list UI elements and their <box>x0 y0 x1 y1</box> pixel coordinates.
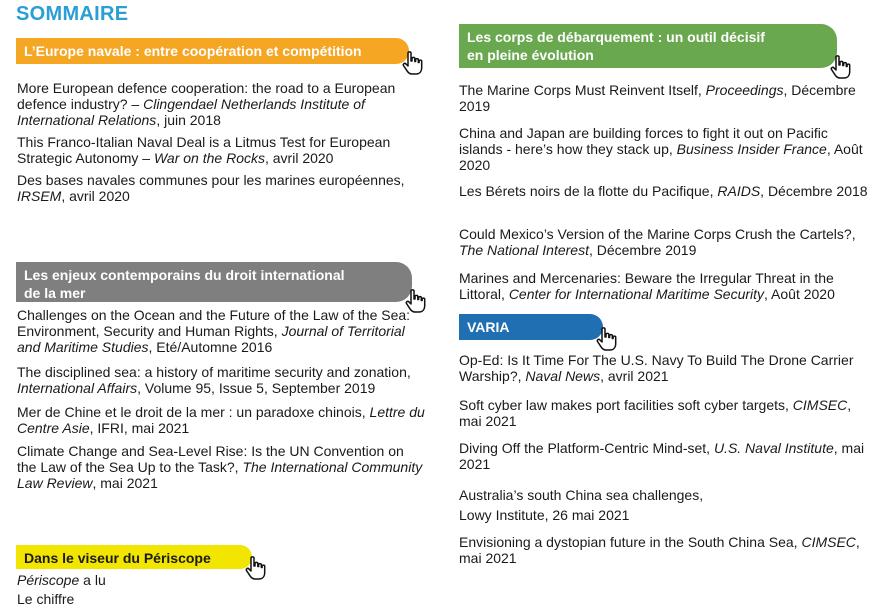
entry-date: , avril 2021 <box>600 368 669 384</box>
list-item[interactable] <box>459 125 874 173</box>
list-item[interactable] <box>459 82 874 114</box>
entry-source: RAIDS <box>717 183 761 199</box>
list-item[interactable] <box>459 440 874 472</box>
list-item[interactable] <box>17 307 427 355</box>
entry-source: CIMSEC <box>792 397 848 413</box>
list-item[interactable] <box>17 134 417 166</box>
entry-title: Climate Change and Sea-Level Rise: Is the UN Convention on the Law of the Sea Up to the Task?, <box>17 443 404 475</box>
entry-title: a lu <box>79 572 106 588</box>
section-banner-label: Les enjeux contemporains du droit international <box>24 267 345 283</box>
section-banner-landing[interactable] <box>459 24 837 68</box>
section-banner-label: VARIA <box>467 319 510 335</box>
entry-date: , mai 2021 <box>459 440 865 472</box>
entry-date: , mai 2021 <box>459 397 852 429</box>
entry-title: China and Japan are building forces to fight it out on Pacific islands - here’s how they stack up, <box>459 125 828 157</box>
pointing-hand-icon <box>399 50 425 76</box>
list-item[interactable] <box>17 591 417 607</box>
list-item[interactable] <box>17 404 427 436</box>
list-item[interactable] <box>17 443 427 491</box>
entry-title: Mer de Chine et le droit de la mer : un paradoxe chinois, <box>17 404 370 420</box>
section-banner-label: Dans le viseur du Périscope <box>24 550 211 566</box>
entry-title: Des bases navales communes pour les marines européennes, <box>17 172 405 188</box>
entry-date: , IFRI, mai 2021 <box>89 420 190 436</box>
entry-source: The International Community Law Review <box>17 459 423 491</box>
entry-title: Marines and Mercenaries: Beware the Irregular Threat in the Littoral, <box>459 270 834 302</box>
entry-source: International Affairs <box>17 380 138 396</box>
list-item[interactable] <box>17 364 427 396</box>
entry-title: Le chiffre <box>17 591 75 607</box>
section-banner-europe[interactable] <box>16 38 409 64</box>
section-banner-varia[interactable] <box>459 314 603 340</box>
entry-title: Lowy Institute, 26 mai 2021 <box>459 507 630 523</box>
list-item[interactable] <box>459 183 874 199</box>
entry-date: , Décembre 2019 <box>588 242 697 258</box>
entry-date: , mai 2021 <box>459 534 860 566</box>
section-banner-label: en pleine évolution <box>467 47 594 63</box>
entry-title: Diving Off the Platform-Centric Mind-set, <box>459 440 714 456</box>
entry-source: Business Insider France <box>676 141 827 157</box>
entry-date: , Volume 95, Issue 5, September 2019 <box>137 380 376 396</box>
page-title: SOMMAIRE <box>16 3 129 25</box>
entry-title: Op-Ed: Is It Time For The U.S. Navy To Build The Drone Carrier Warship?, <box>459 352 854 384</box>
entry-title: Soft cyber law makes port facilities soft cyber targets, <box>459 397 793 413</box>
entry-date: , Décembre 2018 <box>760 183 868 199</box>
entry-date: , juin 2018 <box>156 112 221 128</box>
entry-date: , Août 2020 <box>459 141 863 173</box>
list-item[interactable] <box>459 352 874 384</box>
pointing-hand-icon <box>593 326 619 352</box>
list-item[interactable] <box>459 487 874 523</box>
entry-source: U.S. Naval Institute <box>713 440 834 456</box>
entry-date: , Août 2020 <box>764 286 835 302</box>
entry-date: , mai 2021 <box>92 475 158 491</box>
list-item[interactable] <box>459 226 874 258</box>
entry-source: Journal of Territorial and Maritime Studies <box>17 323 405 355</box>
entry-source: Lettre du Centre Asie <box>17 404 425 436</box>
entry-title: This Franco-Italian Naval Deal is a Litmus Test for European Strategic Autonomy – <box>17 134 391 166</box>
list-item[interactable] <box>17 172 417 204</box>
entry-source: War on the Rocks <box>153 150 265 166</box>
entry-title: More European defence cooperation: the road to a European defence industry? – <box>17 80 396 112</box>
entry-date: , Décembre 2019 <box>459 82 856 114</box>
entry-source: The National Interest <box>459 242 589 258</box>
entry-source: CIMSEC <box>801 534 856 550</box>
entry-title: The Marine Corps Must Reinvent Itself, <box>459 82 706 98</box>
section-banner-law[interactable] <box>16 262 412 302</box>
list-item[interactable] <box>17 80 417 128</box>
entry-source: Clingendael Netherlands Institute of International Relations <box>17 96 365 128</box>
entry-title: Could Mexico’s Version of the Marine Corps Crush the Cartels?, <box>459 226 856 242</box>
list-item[interactable] <box>459 270 874 302</box>
entry-source: Center for International Maritime Security <box>508 286 765 302</box>
entry-title: Australia’s south China sea challenges, <box>459 487 704 503</box>
entry-date: , avril 2020 <box>61 188 130 204</box>
section-banner-label: L’Europe navale : entre coopération et compétition <box>24 43 362 59</box>
list-item[interactable] <box>459 397 874 429</box>
list-item[interactable] <box>459 534 874 566</box>
entry-title: Envisioning a dystopian future in the South China Sea, <box>459 534 802 550</box>
entry-title: Les Bérets noirs de la flotte du Pacifique, <box>459 183 718 199</box>
entry-date: , Eté/Automne 2016 <box>148 339 273 355</box>
list-item[interactable] <box>17 572 417 588</box>
section-banner-label: de la mer <box>24 285 86 301</box>
section-banner-label: Les corps de débarquement : un outil décisif <box>467 29 765 45</box>
section-banner-periscope[interactable] <box>16 545 252 569</box>
entry-title: The disciplined sea: a history of maritime security and zonation, <box>17 364 411 380</box>
entry-source: Naval News <box>525 368 601 384</box>
entry-source: Proceedings <box>705 82 784 98</box>
entry-date: , avril 2020 <box>264 150 334 166</box>
entry-source: Périscope <box>17 572 80 588</box>
pointing-hand-icon <box>827 54 853 80</box>
entry-title: Challenges on the Ocean and the Future of the Law of the Sea: Environment, Security and Human Rights, <box>17 307 411 339</box>
entry-source: IRSEM <box>17 188 62 204</box>
